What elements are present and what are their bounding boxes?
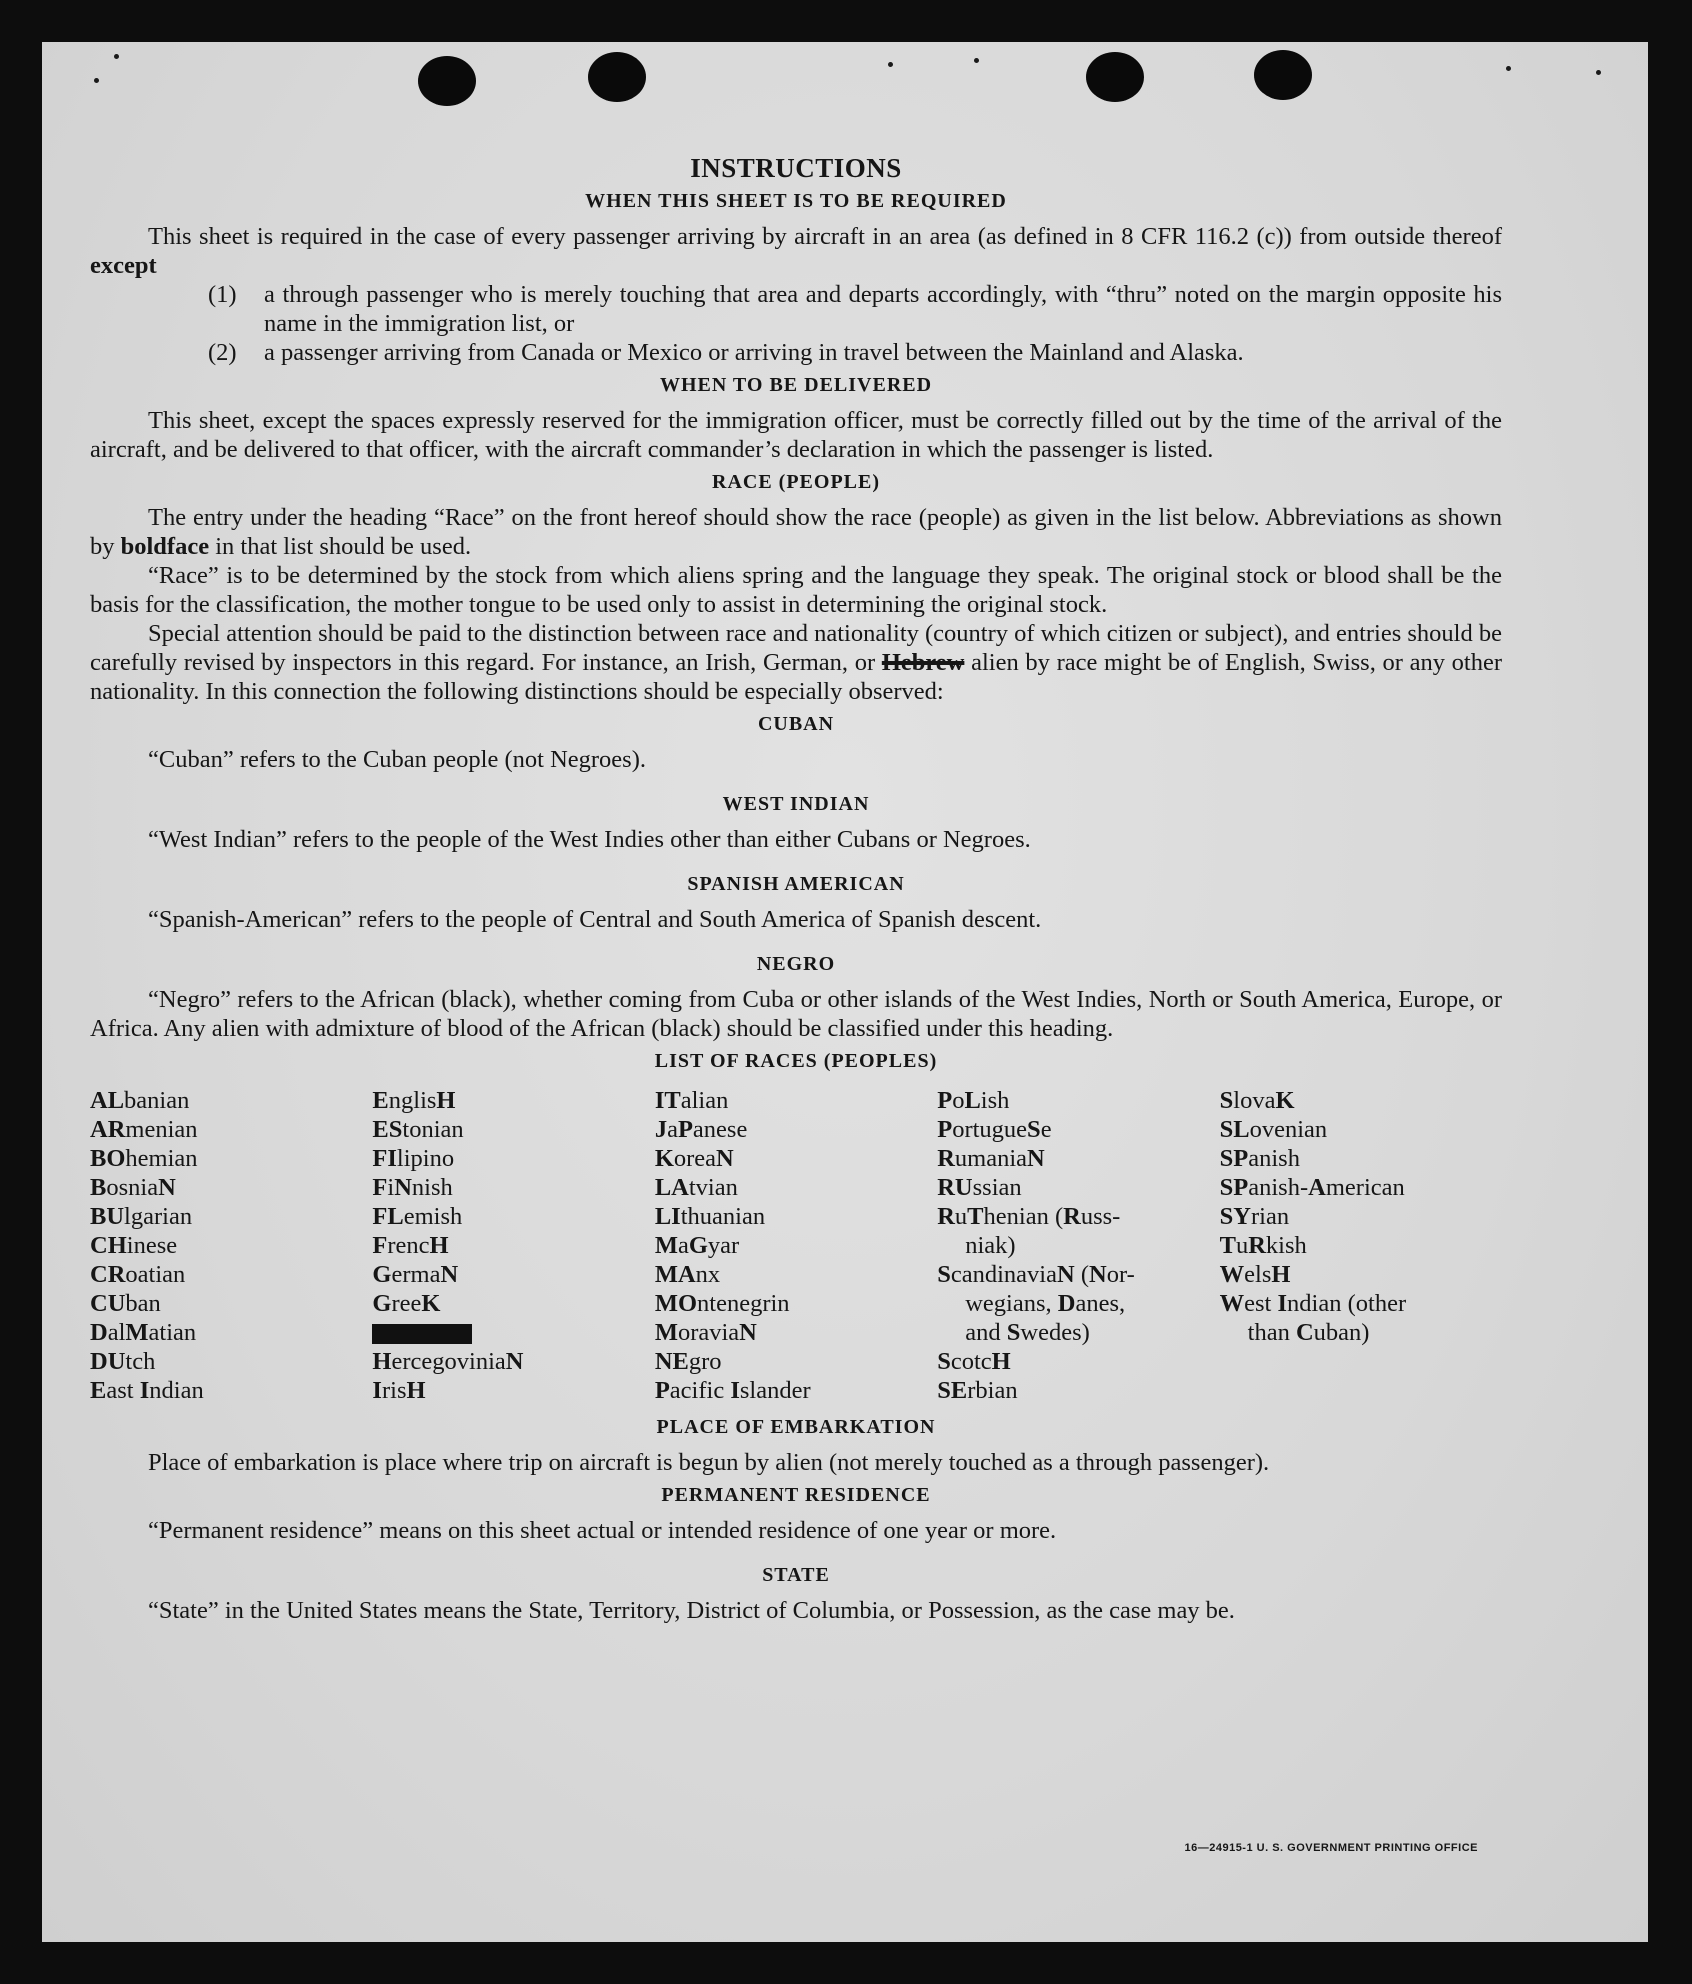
race-entry: ScandinaviaN (Nor-: [937, 1261, 1135, 1288]
required-intro: [90, 222, 1502, 280]
race-entry: DalMatian: [90, 1319, 197, 1346]
item-text: a through passenger who is merely touching that area and departs accordingly, with “thru” noted on the margin opposite his name in the immigration list, or: [264, 281, 1502, 337]
item-number: (1): [208, 281, 237, 308]
race-entry: wegians, Danes,: [965, 1290, 1126, 1317]
race-entry: ALbanian: [90, 1087, 190, 1114]
race-entry: PoLish: [937, 1087, 1010, 1114]
residence-text: “Permanent residence” means on this sheet actual or intended residence of one year or more.: [148, 1517, 1057, 1544]
race-entry: BOhemian: [90, 1145, 198, 1172]
race-entry: KoreaN: [654, 1145, 734, 1172]
race-entry: LIthuanian: [654, 1203, 766, 1230]
punch-hole: [1086, 52, 1144, 102]
race-p1-b: in that list should be used.: [215, 533, 472, 560]
race-entry: FrencH: [372, 1232, 449, 1259]
delivered-text: This sheet, except the spaces expressly reserved for the immigration officer, must be correctly filled out by the time of the arrival of the aircraft, and be delivered to that officer, with the aircraft commander’s declaration in which the passenger is listed.: [90, 407, 1502, 463]
race-entry: DUtch: [90, 1348, 156, 1375]
race-entry: FIlipino: [372, 1145, 455, 1172]
race-entry: WelsH: [1219, 1261, 1291, 1288]
race-entry: West Indian (other: [1219, 1290, 1407, 1317]
races-list: [90, 1086, 1502, 1405]
race-entry: FiNnish: [372, 1174, 453, 1201]
race-paragraph-1: [90, 503, 1502, 561]
required-intro-text: This sheet is required in the case of every passenger arriving by aircraft in an area (as defined in 8 CFR 116.2 (c)) from outside thereof: [148, 223, 1502, 250]
race-entry: GermaN: [372, 1261, 459, 1288]
document-sheet: [42, 42, 1648, 1942]
state-text: “State” in the United States means the State, Territory, District of Columbia, or Possession, as the case may be.: [148, 1597, 1235, 1624]
race-p3-a: Special attention should be paid to the distinction between race and nationality (country of which citizen or subject), and entries should be carefully revised by inspectors in this regard. For instance, an Irish, German, or: [90, 620, 1502, 676]
race-entry: MaGyar: [654, 1232, 740, 1259]
required-intro-bold: except: [90, 252, 157, 279]
race-entry: MoraviaN: [654, 1319, 757, 1346]
race-entry: CUban: [90, 1290, 161, 1317]
race-entry: BUlgarian: [90, 1203, 193, 1230]
race-entry: SPanish: [1219, 1145, 1300, 1172]
heading-negro: NEGRO: [756, 953, 836, 975]
race-entry: GreeK: [372, 1290, 441, 1317]
item-text: a passenger arriving from Canada or Mexico or arriving in travel between the Mainland and Alaska.: [264, 339, 1244, 366]
cuban-text: “Cuban” refers to the Cuban people (not Negroes).: [148, 746, 646, 773]
list-item: [90, 338, 1502, 367]
spanish-american-text: “Spanish-American” refers to the people of Central and South America of Spanish descent.: [148, 906, 1042, 933]
race-entry: niak): [965, 1232, 1016, 1259]
race-entry: PortugueSe: [937, 1116, 1052, 1143]
redaction-mark: [372, 1324, 472, 1344]
speck: [114, 54, 119, 59]
race-entry: ITalian: [654, 1087, 729, 1114]
heading-west-indian: WEST INDIAN: [722, 793, 870, 815]
speck: [888, 62, 893, 67]
heading-state: STATE: [762, 1564, 830, 1586]
punch-hole: [418, 56, 476, 106]
item-number: (2): [208, 339, 237, 366]
race-entry: EStonian: [372, 1116, 464, 1143]
heading-spanish-american: SPANISH AMERICAN: [687, 873, 905, 895]
race-entry: RumaniaN: [937, 1145, 1045, 1172]
race-entry: LAtvian: [654, 1174, 738, 1201]
race-entry: SErbian: [937, 1377, 1018, 1404]
race-entry: than Cuban): [1247, 1319, 1370, 1346]
race-entry: JaPanese: [654, 1116, 748, 1143]
struck-word: Hebrew: [881, 649, 965, 676]
race-entry: SYrian: [1219, 1203, 1290, 1230]
race-entry: ScotcH: [937, 1348, 1011, 1375]
speck: [1506, 66, 1511, 71]
race-p1-a: The entry under the heading “Race” on the front hereof should show the race (people) as given in the list below. Abbreviations as shown by: [90, 504, 1502, 560]
race-entry: SPanish-American: [1219, 1174, 1405, 1201]
races-column: [937, 1086, 1219, 1405]
race-entry: SLovenian: [1219, 1116, 1328, 1143]
instructions-body: [90, 154, 1502, 1625]
race-entry: BosniaN: [90, 1174, 176, 1201]
page-title: INSTRUCTIONS: [690, 153, 902, 183]
punch-hole: [588, 52, 646, 102]
heading-delivered: WHEN TO BE DELIVERED: [659, 374, 933, 396]
race-entry: CHinese: [90, 1232, 178, 1259]
race-entry: MOntenegrin: [654, 1290, 790, 1317]
west-indian-text: “West Indian” refers to the people of the West Indies other than either Cubans or Negroes.: [148, 826, 1031, 853]
races-column: [372, 1086, 654, 1405]
race-entry: EnglisH: [372, 1087, 456, 1114]
race-entry: SlovaK: [1219, 1087, 1295, 1114]
speck: [1596, 70, 1601, 75]
negro-text: “Negro” refers to the African (black), whether coming from Cuba or other islands of the West Indies, North or South America, Europe, or Africa. Any alien with admixture of blood of the African (black) should be classified under this heading.: [90, 986, 1502, 1042]
race-entry: CRoatian: [90, 1261, 186, 1288]
redacted-entry: [372, 1318, 654, 1347]
race-entry: HercegoviniaN: [372, 1348, 524, 1375]
races-column: [655, 1086, 937, 1405]
speck: [94, 78, 99, 83]
race-paragraph-2: “Race” is to be determined by the stock from which aliens spring and the language they speak. The original stock or blood shall be the basis for the classification, the mother tongue to be used only to assist in determining the original stock.: [90, 562, 1502, 618]
race-entry: East Indian: [90, 1377, 204, 1404]
race-entry: TuRkish: [1219, 1232, 1307, 1259]
race-p1-bold: boldface: [120, 533, 210, 560]
race-entry: MAnx: [654, 1261, 721, 1288]
race-entry: RuThenian (Russ-: [937, 1203, 1121, 1230]
race-entry: ARmenian: [90, 1116, 198, 1143]
race-entry: RUssian: [937, 1174, 1022, 1201]
embarkation-text: Place of embarkation is place where trip on aircraft is begun by alien (not merely touched as a through passenger).: [148, 1449, 1270, 1476]
race-paragraph-3: [90, 619, 1502, 706]
list-item: [90, 280, 1502, 338]
race-entry: and Swedes): [965, 1319, 1090, 1346]
races-column: [1220, 1086, 1502, 1405]
heading-required: WHEN THIS SHEET IS TO BE REQUIRED: [585, 190, 1007, 212]
heading-residence: PERMANENT RESIDENCE: [661, 1484, 931, 1506]
race-entry: FLemish: [372, 1203, 463, 1230]
heading-embarkation: PLACE OF EMBARKATION: [656, 1416, 936, 1438]
heading-list-of-races: LIST OF RACES (PEOPLES): [654, 1050, 938, 1072]
race-entry: NEgro: [654, 1348, 722, 1375]
heading-race: RACE (PEOPLE): [712, 471, 880, 493]
races-column: [90, 1086, 372, 1405]
race-entry: IrisH: [372, 1377, 426, 1404]
printing-office-code: 16—24915-1 U. S. GOVERNMENT PRINTING OFFICE: [1184, 1842, 1478, 1854]
race-p3-b: alien by race might be of English, Swiss, or any other nationality. In this connection the following distinctions should be especially observed:: [90, 649, 1503, 705]
speck: [974, 58, 979, 63]
punch-hole: [1254, 50, 1312, 100]
heading-cuban: CUBAN: [757, 713, 835, 735]
race-entry: Pacific Islander: [654, 1377, 811, 1404]
